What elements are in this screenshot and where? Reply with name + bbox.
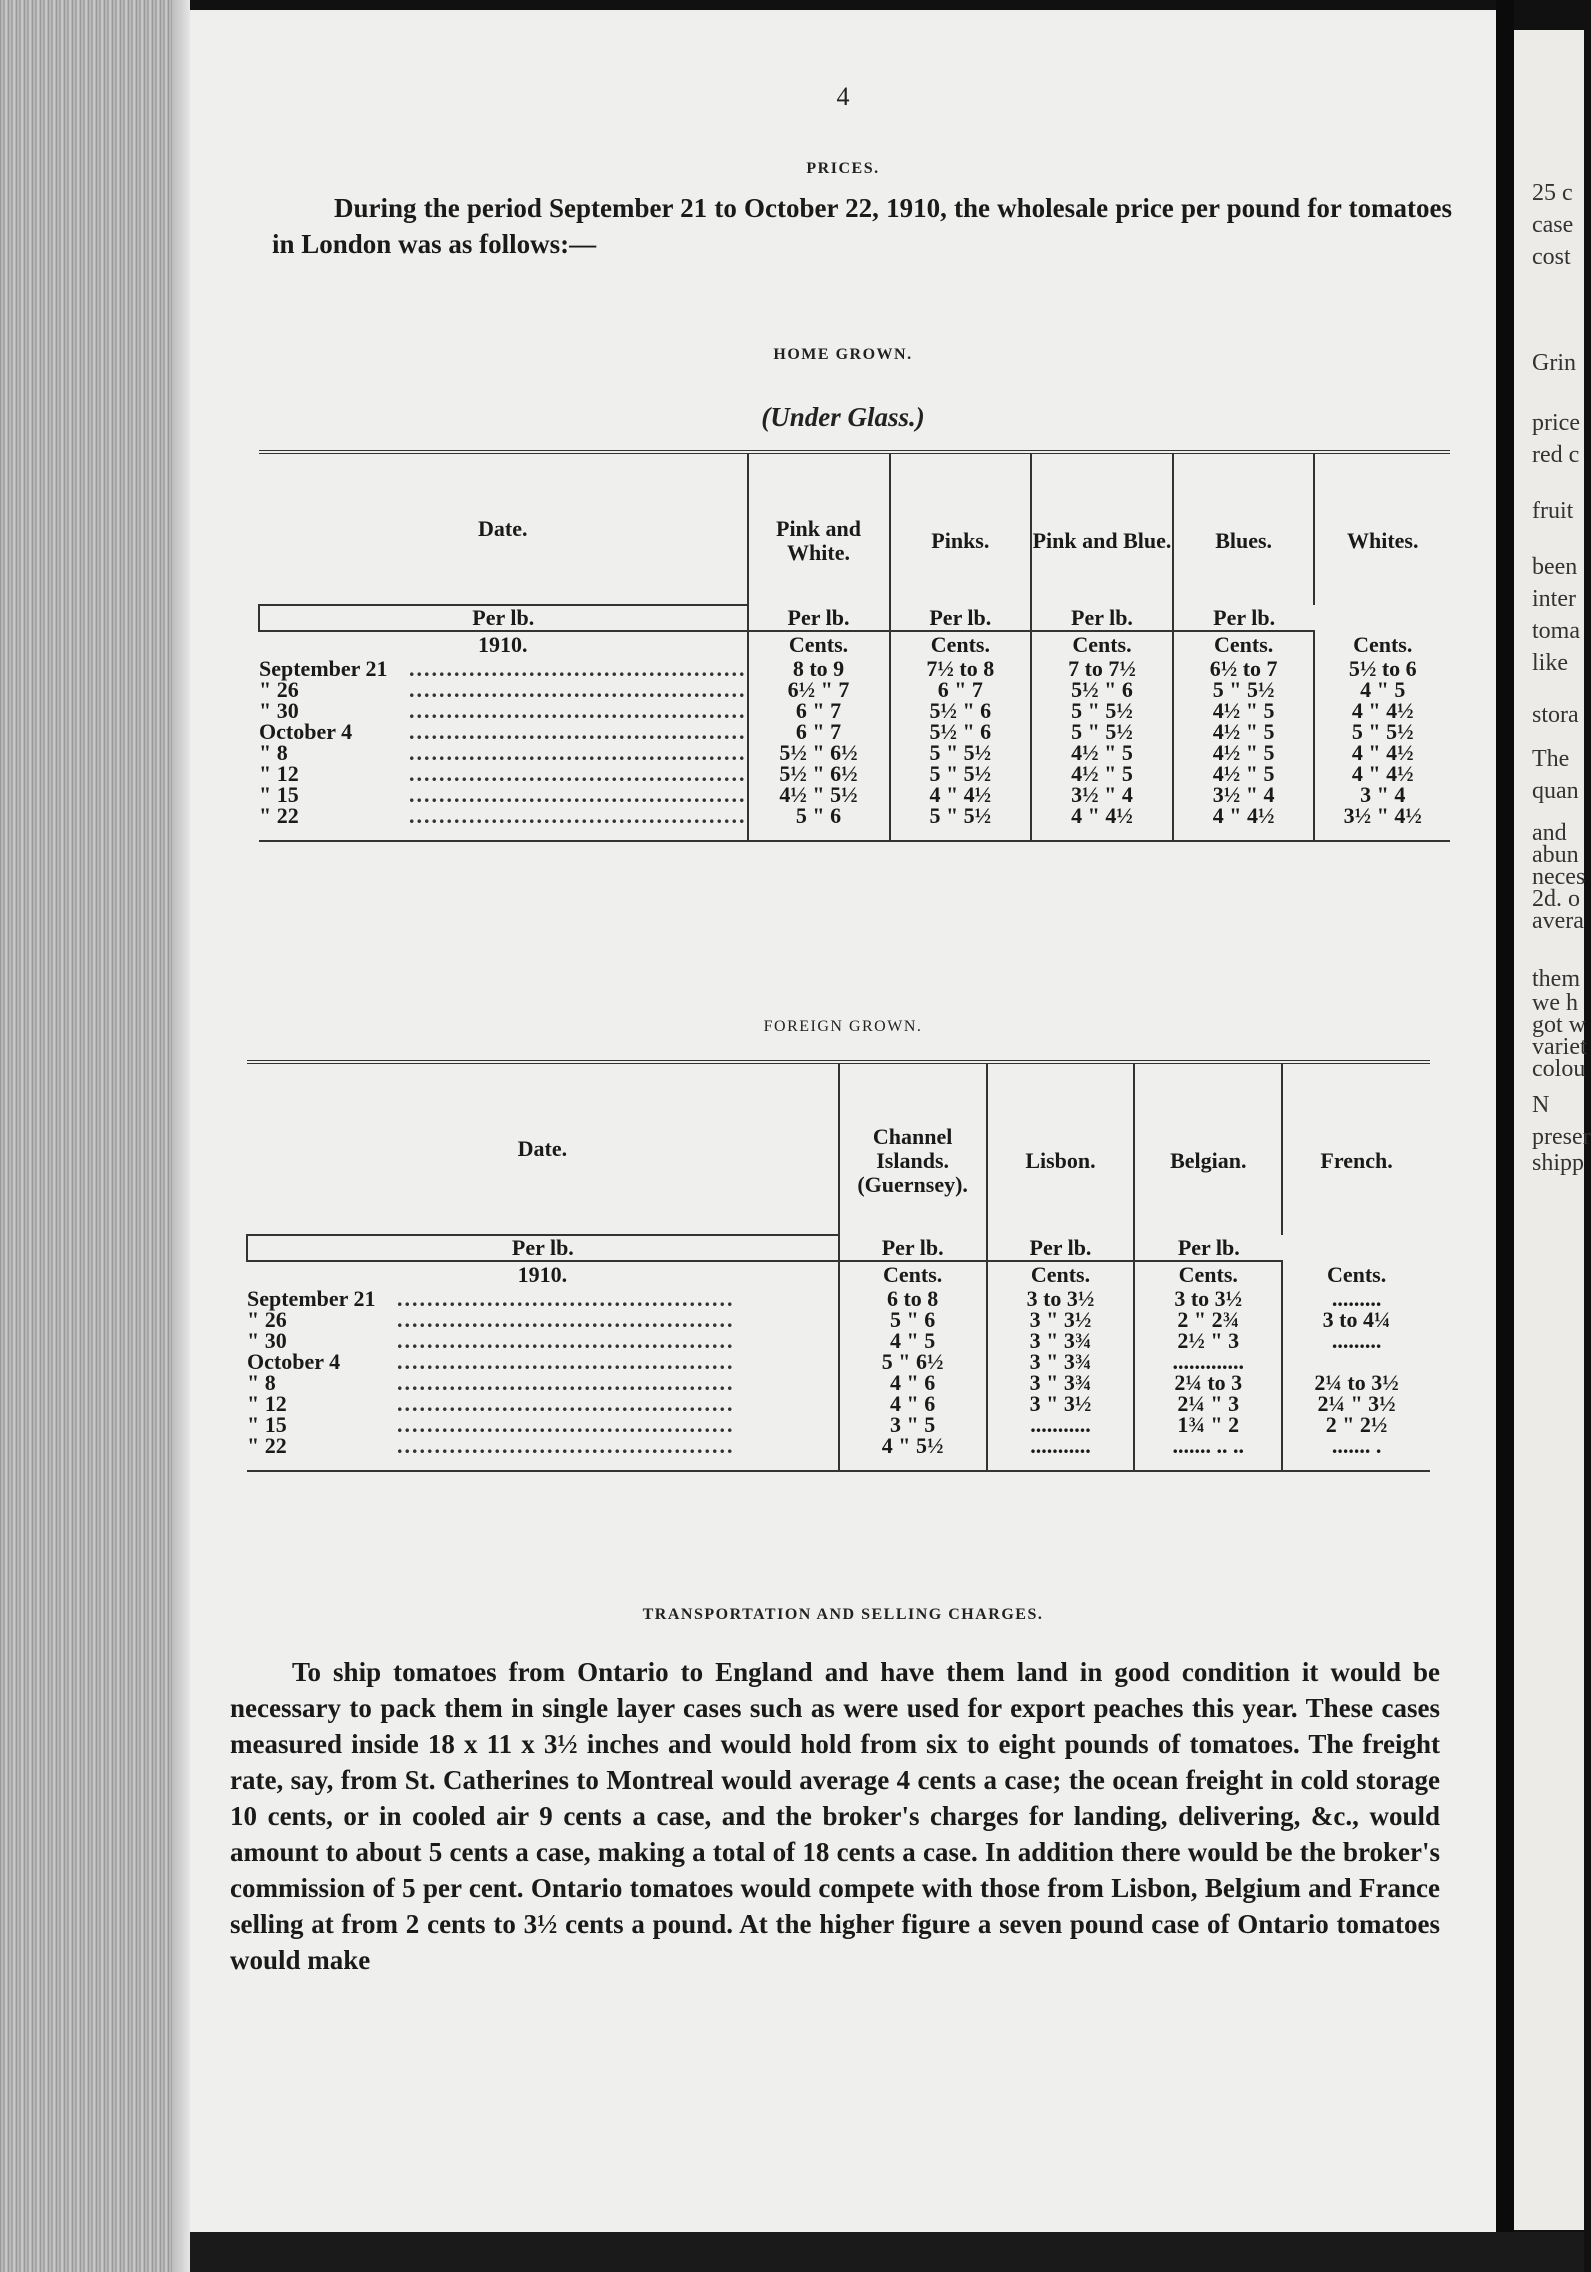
date-row-label — [247, 1393, 838, 1414]
year-label: 1910. — [517, 1262, 568, 1287]
cents-label: Cents. — [748, 631, 890, 658]
price-cell: 4 " 4½ — [1071, 803, 1133, 828]
adjacent-page-fragment: 25 c — [1532, 180, 1573, 206]
adjacent-page-fragment: red c — [1532, 442, 1580, 468]
date-row-label — [259, 742, 747, 763]
adjacent-page-edge — [1514, 30, 1591, 2230]
date-row-label — [247, 1414, 838, 1435]
price-cell: 2 " 2½ — [1325, 1412, 1388, 1437]
leader-dots: ............................................. — [409, 656, 747, 681]
price-cell: 6 to 8 — [886, 1286, 939, 1311]
price-column — [1031, 658, 1173, 841]
price-cell: 5 " 5½ — [1071, 719, 1133, 744]
price-cell: 4 " 4½ — [1351, 698, 1414, 723]
price-cell: 3 to 3½ — [1026, 1286, 1095, 1311]
adjacent-page-fragment: avera — [1532, 908, 1584, 934]
cents-label: Cents. — [1282, 1261, 1430, 1288]
price-cell: 2¼ " 3½ — [1317, 1391, 1396, 1416]
column-header: Pink and White. — [748, 452, 890, 605]
price-cell: 4 " 4½ — [1351, 740, 1414, 765]
price-cell: 4½ " 5 — [1212, 698, 1275, 723]
date-row-label — [247, 1351, 838, 1372]
date-label: " 22 — [247, 1433, 287, 1458]
price-cell: 5½ " 6½ — [779, 761, 858, 786]
adjacent-page-fragment: colou — [1532, 1056, 1586, 1082]
adjacent-page-fragment: been — [1532, 554, 1578, 580]
home-date-header: Date. — [259, 452, 748, 605]
per-lb-label: Per lb. — [748, 605, 890, 631]
price-cell: 4 " 5½ — [881, 1433, 944, 1458]
per-lb-label: Per lb. — [259, 605, 748, 631]
price-cell: 5 " 6½ — [881, 1349, 944, 1374]
leader-dots: ............................................. — [409, 698, 747, 723]
price-cell: 3 " 4 — [1360, 782, 1406, 807]
cents-label: Cents. — [839, 1261, 987, 1288]
date-label: " 12 — [259, 761, 299, 786]
leader-dots: ............................................. — [397, 1349, 735, 1374]
price-cell: 4½ " 5 — [1212, 740, 1275, 765]
date-row-label — [247, 1435, 838, 1456]
per-lb-label: Per lb. — [1173, 605, 1315, 631]
column-header: Pink and Blue. — [1031, 452, 1173, 605]
price-cell: ......... — [1331, 1286, 1382, 1311]
scan-shadow — [190, 2232, 1584, 2272]
price-cell: 3 " 3¾ — [1029, 1370, 1092, 1395]
date-label: " 26 — [259, 677, 299, 702]
price-cell: 4½ " 5 — [1071, 761, 1133, 786]
date-label: October 4 — [259, 719, 353, 744]
price-cell: 5 " 5½ — [1212, 677, 1275, 702]
date-label: " 15 — [259, 782, 299, 807]
adjacent-page-fragment: variet — [1532, 1034, 1587, 1060]
leader-dots: ............................................. — [397, 1412, 735, 1437]
book-spine-edge — [0, 0, 190, 2272]
date-row-label — [259, 658, 747, 679]
price-cell: 5½ " 6 — [929, 698, 992, 723]
price-column — [1282, 1288, 1430, 1471]
price-cell: 4 " 6 — [890, 1391, 936, 1416]
price-cell: 4 " 6 — [890, 1370, 936, 1395]
column-header: French. — [1282, 1062, 1430, 1235]
column-header: Pinks. — [890, 452, 1032, 605]
adjacent-page-fragment: like — [1532, 650, 1568, 676]
column-header: Blues. — [1173, 452, 1315, 605]
leader-dots: ............................................. — [409, 719, 747, 744]
price-cell: 3 " 3½ — [1029, 1391, 1092, 1416]
adjacent-page-fragment: we h — [1532, 990, 1578, 1016]
price-cell: 5 " 6 — [890, 1307, 936, 1332]
date-row-label — [259, 700, 747, 721]
date-row-label — [259, 784, 747, 805]
price-cell: 8 to 9 — [792, 656, 845, 681]
adjacent-page-fragment: got w — [1532, 1012, 1586, 1038]
price-column — [1314, 658, 1450, 841]
adjacent-page-fragment: stora — [1532, 702, 1579, 728]
date-label: September 21 — [259, 656, 388, 681]
per-lb-label: Per lb. — [247, 1235, 839, 1261]
price-cell: ........... — [1030, 1433, 1091, 1458]
price-column — [890, 658, 1032, 841]
per-lb-label: Per lb. — [1134, 1235, 1282, 1261]
price-cell — [1283, 1351, 1430, 1372]
cents-label: Cents. — [1314, 631, 1450, 658]
leader-dots: ............................................. — [409, 677, 747, 702]
cents-label: Cents. — [1134, 1261, 1282, 1288]
date-label: " 8 — [259, 740, 288, 765]
intro-paragraph: During the period September 21 to October 22, 1910, the wholesale price per pound for tomatoes in London was as follows:— — [272, 193, 1452, 259]
prices-heading: PRICES. — [806, 160, 880, 177]
price-cell: 2 " 2¾ — [1177, 1307, 1240, 1332]
price-cell: 6 " 7 — [937, 677, 983, 702]
price-cell: 4½ " 5 — [1212, 761, 1275, 786]
price-column — [748, 658, 890, 841]
price-column — [1173, 658, 1315, 841]
leader-dots: ............................................. — [397, 1433, 735, 1458]
leader-dots: ............................................. — [397, 1328, 735, 1353]
price-cell: 2¼ to 3½ — [1314, 1370, 1399, 1395]
price-column — [987, 1288, 1135, 1471]
price-cell: ....... . — [1331, 1433, 1382, 1458]
price-cell: 5 " 5½ — [1071, 698, 1133, 723]
price-cell: ....... .. .. — [1172, 1433, 1245, 1458]
page-number: 4 — [836, 82, 850, 111]
price-cell: 5 " 5½ — [929, 803, 992, 828]
price-cell: 4 " 4½ — [1351, 761, 1414, 786]
price-cell: 4½ " 5 — [1071, 740, 1133, 765]
adjacent-page-fragment: neces — [1532, 864, 1586, 890]
price-cell: 2¼ " 3 — [1177, 1391, 1240, 1416]
adjacent-page-fragment: shipp — [1532, 1150, 1585, 1176]
foreign-date-header: Date. — [247, 1062, 839, 1235]
date-label: " 30 — [247, 1328, 287, 1353]
price-cell: 4 " 4½ — [1212, 803, 1275, 828]
date-label: " 26 — [247, 1307, 287, 1332]
price-cell: 3 " 3¾ — [1029, 1328, 1092, 1353]
adjacent-page-fragment: 2d. o — [1532, 886, 1580, 912]
price-cell: 6 " 7 — [795, 719, 842, 744]
column-header: Lisbon. — [987, 1062, 1135, 1235]
date-row-label — [259, 763, 747, 784]
price-cell: 3½ " 4 — [1071, 782, 1133, 807]
date-label: " 22 — [259, 803, 299, 828]
date-label: September 21 — [247, 1286, 376, 1311]
adjacent-page-fragment: abun — [1532, 842, 1579, 868]
price-cell: 5 " 6 — [795, 803, 842, 828]
transport-heading: TRANSPORTATION AND SELLING CHARGES. — [642, 1606, 1044, 1623]
date-label: " 12 — [247, 1391, 287, 1416]
price-cell: 6½ " 7 — [787, 677, 850, 702]
price-cell: 3½ " 4 — [1212, 782, 1275, 807]
cents-label: Cents. — [987, 1261, 1135, 1288]
adjacent-page-fragment: them — [1532, 966, 1580, 992]
adjacent-page-fragment: price — [1532, 410, 1580, 436]
price-cell: 3 " 3¾ — [1029, 1349, 1092, 1374]
cents-label: Cents. — [890, 631, 1032, 658]
price-cell: 2½ " 3 — [1177, 1328, 1240, 1353]
price-cell: 5 " 5½ — [929, 761, 992, 786]
cents-label: Cents. — [1173, 631, 1315, 658]
foreign-grown-heading: FOREIGN GROWN. — [763, 1018, 923, 1035]
price-column — [839, 1288, 987, 1471]
adjacent-page-fragment: Grin — [1532, 350, 1576, 376]
price-cell: 5½ " 6 — [929, 719, 992, 744]
date-row-label — [247, 1330, 838, 1351]
price-cell: 3½ " 4½ — [1343, 803, 1422, 828]
adjacent-page-fragment: case — [1532, 212, 1574, 238]
price-cell: ......... — [1331, 1328, 1382, 1353]
price-cell: 5½ " 6 — [1071, 677, 1133, 702]
adjacent-page-fragment: and — [1532, 820, 1567, 846]
leader-dots: ............................................. — [409, 782, 747, 807]
date-label: " 8 — [247, 1370, 276, 1395]
date-label: October 4 — [247, 1349, 341, 1374]
price-cell: 4 " 5 — [890, 1328, 936, 1353]
home-grown-price-table — [258, 450, 1450, 842]
adjacent-page-fragment: cost — [1532, 244, 1571, 270]
date-row-label — [259, 679, 747, 700]
adjacent-page-fragment: quan — [1532, 778, 1579, 804]
price-cell: 3 " 5 — [890, 1412, 936, 1437]
price-cell: 3 " 3½ — [1029, 1307, 1092, 1332]
adjacent-page-fragment: inter — [1532, 586, 1576, 612]
date-row-label — [247, 1288, 838, 1309]
transport-paragraph: To ship tomatoes from Ontario to England and have them land in good condition it would be necessary to pack them in single layer cases such as were used for export peaches this year. These cases measured inside 18 x 11 x 3½ inches and would hold from six to eight pounds of tomatoes. The freight rate, say, from St. Catherines to Montreal would average 4 cents a case; the ocean freight in cold storage 10 cents, or in cooled air 9 cents a case, and the broker's charges for landing, delivering, &c., would amount to about 5 cents a case, making a total of 18 cents a case. In addition there would be the broker's commission of 5 per cent. Ontario tomatoes would compete with those from Lisbon, Belgium and France selling at from 2 cents to 3½ cents a pound. At the higher figure a seven pound case of Ontario tomatoes would make — [230, 1657, 1440, 1975]
date-row-label — [259, 805, 747, 826]
price-cell: 4 " 5 — [1360, 677, 1406, 702]
adjacent-page-fragment: fruit — [1532, 498, 1574, 524]
home-grown-heading: HOME GROWN. — [773, 346, 913, 363]
leader-dots: ............................................. — [397, 1391, 735, 1416]
book-page — [190, 10, 1496, 2232]
price-cell: 6½ to 7 — [1209, 656, 1278, 681]
column-header: Belgian. — [1134, 1062, 1282, 1235]
price-cell: 5 " 5½ — [1351, 719, 1414, 744]
under-glass-subheading: (Under Glass.) — [761, 402, 925, 432]
date-row-label — [247, 1309, 838, 1330]
price-cell: ........... — [1030, 1412, 1091, 1437]
price-cell: 4½ " 5 — [1212, 719, 1275, 744]
per-lb-label: Per lb. — [987, 1235, 1135, 1261]
price-cell: ............. — [1172, 1349, 1245, 1374]
year-label: 1910. — [478, 632, 528, 657]
date-row-label — [247, 1372, 838, 1393]
price-cell: 7 to 7½ — [1068, 656, 1136, 681]
date-label: " 30 — [259, 698, 299, 723]
book-gutter — [1496, 0, 1514, 2272]
price-cell: 6 " 7 — [795, 698, 842, 723]
price-cell: 2¼ to 3 — [1174, 1370, 1243, 1395]
price-cell: 4½ " 5½ — [779, 782, 858, 807]
adjacent-page-fragment: preser — [1532, 1124, 1591, 1150]
adjacent-page-fragment: The — [1532, 746, 1570, 772]
column-header: Whites. — [1314, 452, 1450, 605]
leader-dots: ............................................. — [409, 761, 747, 786]
leader-dots: ............................................. — [397, 1286, 735, 1311]
leader-dots: ............................................. — [409, 803, 747, 828]
per-lb-label: Per lb. — [890, 605, 1032, 631]
column-header: Channel Islands. (Guernsey). — [839, 1062, 987, 1235]
leader-dots: ............................................. — [397, 1370, 735, 1395]
adjacent-page-fragment: toma — [1532, 618, 1580, 644]
price-cell: 1¾ " 2 — [1177, 1412, 1240, 1437]
price-cell: 4 " 4½ — [929, 782, 992, 807]
price-cell: 3 to 3½ — [1174, 1286, 1243, 1311]
price-cell: 5½ " 6½ — [779, 740, 858, 765]
price-cell: 7½ to 8 — [926, 656, 995, 681]
date-label: " 15 — [247, 1412, 287, 1437]
leader-dots: ............................................. — [397, 1307, 735, 1332]
price-cell: 3 to 4¼ — [1322, 1307, 1391, 1332]
price-cell: 5½ to 6 — [1348, 656, 1417, 681]
foreign-grown-price-table — [246, 1060, 1430, 1472]
per-lb-label: Per lb. — [1031, 605, 1173, 631]
date-row-label — [259, 721, 747, 742]
per-lb-label: Per lb. — [839, 1235, 987, 1261]
cents-label: Cents. — [1031, 631, 1173, 658]
price-column — [1134, 1288, 1282, 1471]
price-cell: 5 " 5½ — [929, 740, 992, 765]
adjacent-page-fragment: N — [1532, 1092, 1550, 1118]
leader-dots: ............................................. — [409, 740, 747, 765]
